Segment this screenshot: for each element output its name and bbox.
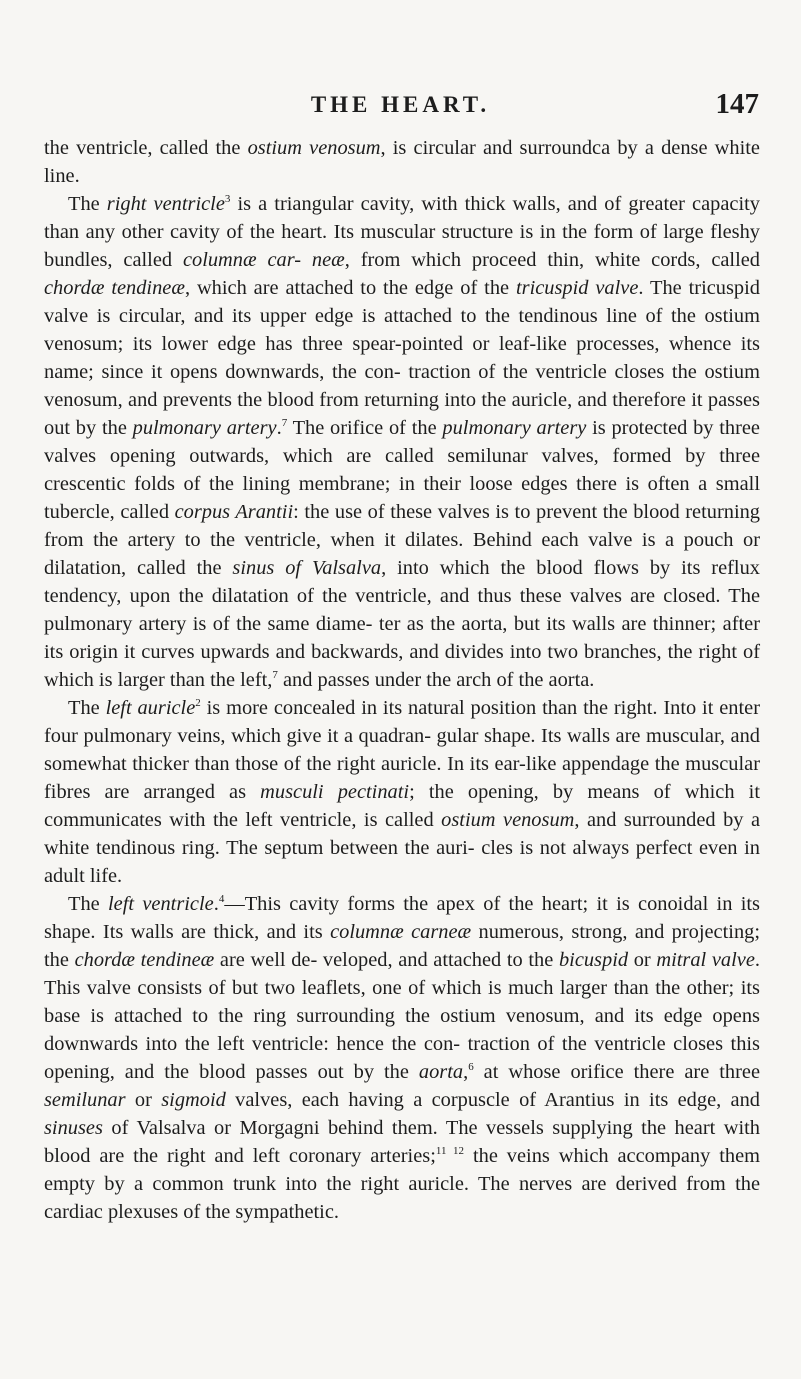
text-run: is protected by three valves opening outwards, which are called semilunar valves, formed by three crescentic folds of the lining membrane; in their loose edges there is often a small tubercle, called xyxy=(44,417,760,523)
paragraph xyxy=(44,694,760,890)
footnote-ref: 4 xyxy=(218,893,225,906)
paragraph xyxy=(44,890,760,1226)
text-run: the veins which accompany them empty by a common trunk into the right auricle. The nerves are derived from the cardiac plexuses of the sympathetic. xyxy=(44,1145,761,1223)
footnote-ref: 3 xyxy=(224,193,231,206)
text-run: and passes under the arch of the aorta. xyxy=(277,669,595,691)
text-run: The xyxy=(68,193,107,215)
italic-term: aorta xyxy=(418,1061,464,1083)
text-run: . This valve consists of but two leaflets, one of which is much larger than the other; its base is attached to the ring surrounding the ostium venosum, and its edge opens downwards into the left ventricle: hence the con- traction of the ventricle closes this opening, and the blood passes out by the xyxy=(44,949,760,1083)
body-text xyxy=(44,134,760,1226)
text-run: of Valsalva or Morgagni behind them. The vessels supplying the heart with blood are the right and left coronary arteries; xyxy=(44,1117,760,1167)
text-run: The xyxy=(68,697,106,719)
text-run: at whose orifice there are three xyxy=(473,1061,760,1083)
text-run: , from which proceed thin, white cords, called xyxy=(344,249,760,271)
text-run: the ventricle, called the xyxy=(44,137,248,159)
running-title: THE HEART. xyxy=(310,92,491,117)
italic-term: sinuses xyxy=(44,1117,103,1139)
italic-term: chordæ tendineæ xyxy=(44,277,185,299)
footnote-ref: 11 12 xyxy=(435,1145,465,1158)
footnote-ref: 7 xyxy=(272,669,278,682)
footnote-ref: 7 xyxy=(281,417,288,430)
text-run: are well de- veloped, and attached to the xyxy=(214,949,559,971)
page-number: 147 xyxy=(715,88,759,120)
text-run: The xyxy=(68,893,109,915)
text-run: is a triangular cavity, with thick walls, and of greater capacity than any other cavity of the heart. Its muscular structure is in the form of large fleshy bundles, called xyxy=(44,193,760,271)
italic-term: corpus Arantii xyxy=(174,501,294,523)
text-run: or xyxy=(628,949,657,971)
text-run: or xyxy=(125,1089,162,1111)
italic-term: tricuspid valve xyxy=(515,277,639,299)
footnote-ref: 6 xyxy=(468,1061,474,1074)
text-run: is more concealed in its natural position than the right. Into it enter four pulmonary veins, which give it a quadran- gular shape. Its walls are muscular, and somewhat thicker than those of the right auricle. In its ear-like appendage the muscular fibres are arranged as xyxy=(44,697,760,803)
text-run: , is circular and surroundca by a dense white line. xyxy=(44,137,760,187)
paragraph xyxy=(44,134,760,190)
italic-term: musculi pectinati xyxy=(260,781,410,803)
text-run: , and surrounded by a white tendinous ring. The septum between the auri- cles is not always perfect even in adult life. xyxy=(44,809,761,887)
italic-term: pulmonary artery xyxy=(132,417,277,439)
text-run: . xyxy=(276,417,282,439)
italic-term: pulmonary artery xyxy=(442,417,587,439)
text-run: The orifice of the xyxy=(287,417,443,439)
text-run: ; the opening, by means of which it communicates with the left ventricle, is called xyxy=(44,781,760,831)
text-run: . xyxy=(213,893,219,915)
italic-term: columnæ car- neæ xyxy=(182,249,345,271)
italic-term: ostium venosum xyxy=(441,809,575,831)
italic-term: sigmoid xyxy=(161,1089,226,1111)
italic-term: left auricle xyxy=(105,697,196,719)
text-run: , xyxy=(463,1061,469,1083)
text-run: —This cavity forms the apex of the heart; it is conoidal in its shape. Its walls are thick, and its xyxy=(44,893,760,943)
paragraph xyxy=(44,190,760,694)
page-header xyxy=(0,86,801,126)
text-run: : the use of these valves is to prevent the blood returning from the artery to the ventricle, when it dilates. Behind each valve is a pouch or dilatation, called the xyxy=(44,501,760,579)
italic-term: chordæ tendineæ xyxy=(74,949,215,971)
italic-term: sinus of Valsalva xyxy=(232,557,382,579)
italic-term: semilunar xyxy=(44,1089,126,1111)
italic-term: columnæ carneæ xyxy=(330,921,472,943)
italic-term: mitral valve xyxy=(656,949,755,971)
italic-term: ostium venosum xyxy=(247,137,381,159)
text-run: numerous, strong, and projecting; the xyxy=(44,921,760,971)
text-run: . The tricuspid valve is circular, and its upper edge is attached to the tendinous line of the ostium venosum; its lower edge has three spear-pointed or leaf-like processes, whence its name; since it opens downwards, the con- traction of the ventricle closes the ostium venosum, and prevents the blood from returning into the auricle, and therefore it passes out by the xyxy=(44,277,760,439)
text-run: , which are attached to the edge of the xyxy=(184,277,516,299)
text-run: valves, each having a corpuscle of Arantius in its edge, and xyxy=(225,1089,760,1111)
footnote-ref: 2 xyxy=(195,697,201,710)
italic-term: left ventricle xyxy=(108,893,214,915)
italic-term: bicuspid xyxy=(558,949,629,971)
text-run: , into which the blood flows by its reflux tendency, upon the dilatation of the ventricle, and thus these valves are closed. The pulmonary artery is of the same diame- ter as the aorta, but its walls are thinner; after its origin it curves upwards and backwards, and divides into two branches, the right of which is larger than the left, xyxy=(44,557,760,691)
italic-term: right ventricle xyxy=(106,193,225,215)
